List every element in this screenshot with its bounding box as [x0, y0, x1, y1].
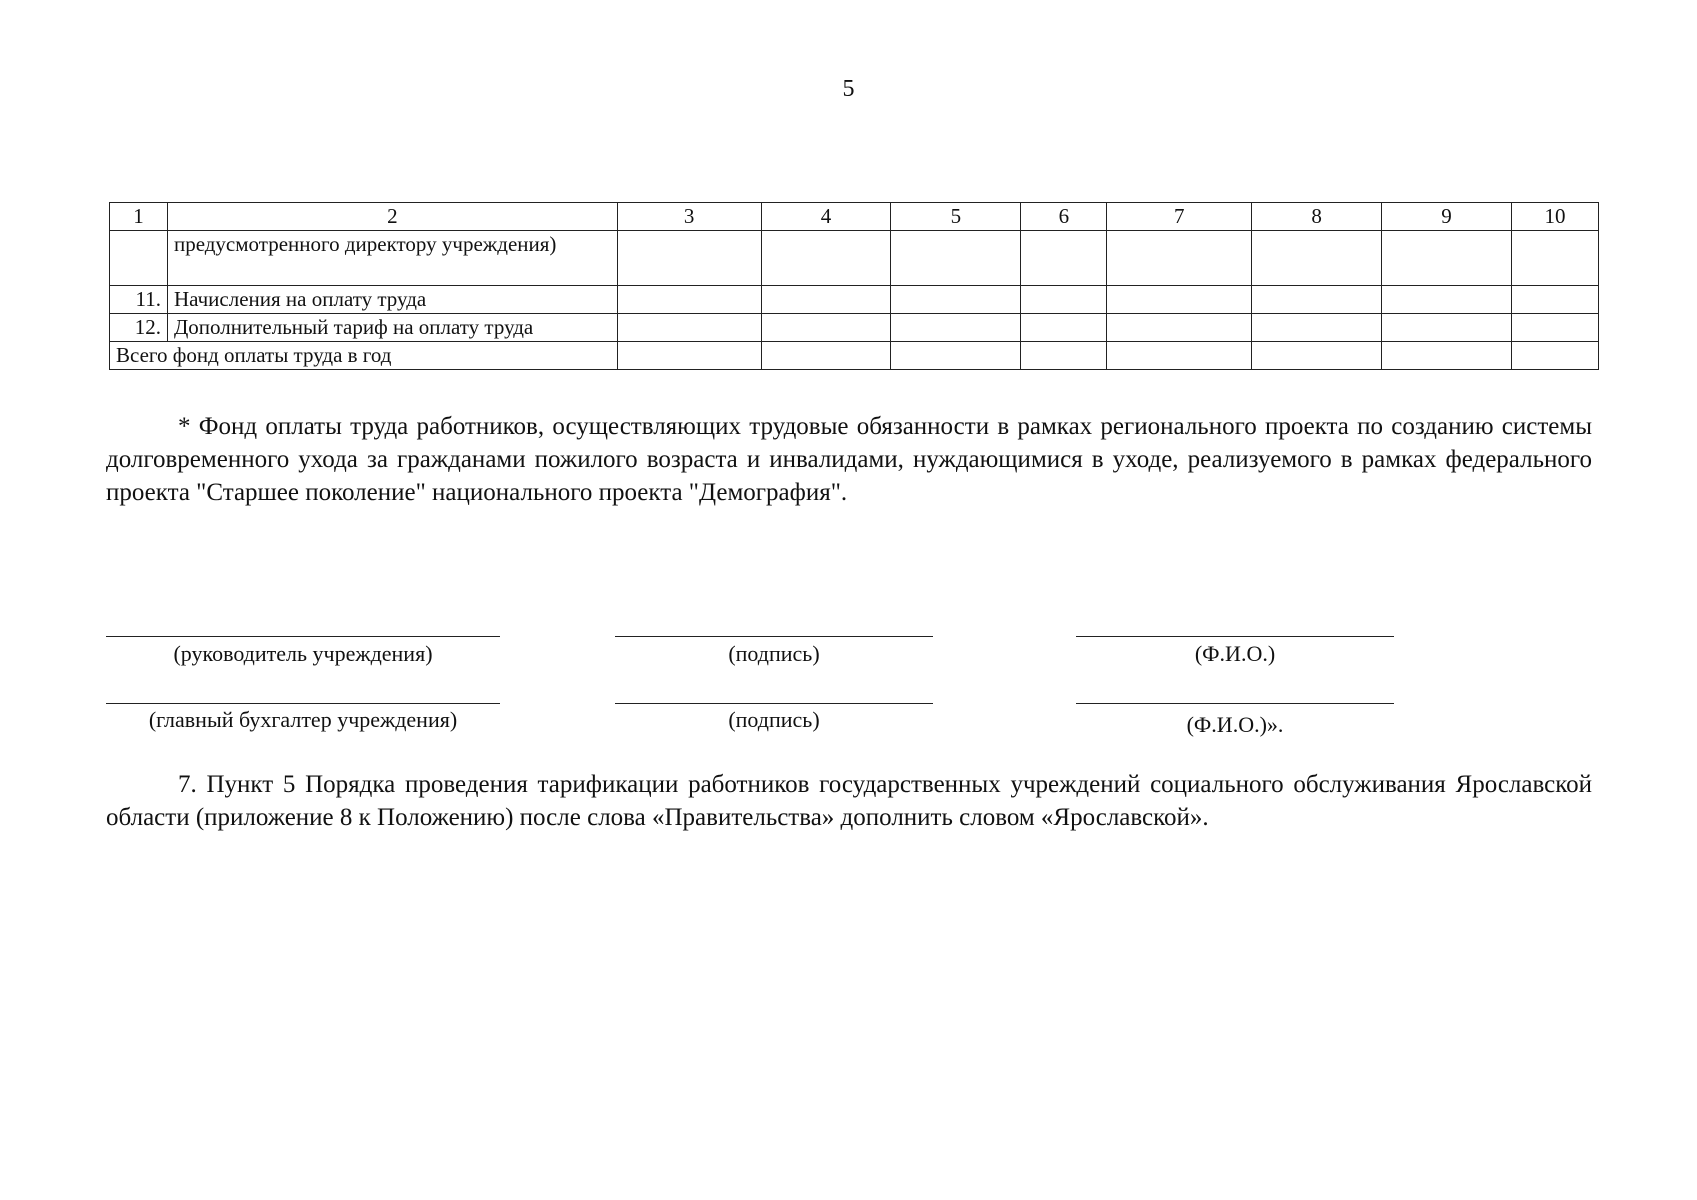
- row-label: предусмотренного директору учреждения): [167, 231, 617, 286]
- row-number: 11.: [110, 286, 168, 314]
- paragraph-7: 7. Пункт 5 Порядка проведения тарификации работников государственных учреждений социального обслуживания Ярославской области (приложение 8 к Положению) после слова «Правительства» дополнить словом «Ярославской».: [106, 771, 1592, 831]
- row-number: [110, 231, 168, 286]
- table-cell: [1511, 314, 1598, 342]
- table-total-row: [110, 342, 1599, 370]
- table-cell: [617, 286, 761, 314]
- signature-line-sign: [615, 636, 933, 637]
- column-header: 8: [1252, 203, 1382, 231]
- table-cell: [617, 231, 761, 286]
- total-label: Всего фонд оплаты труда в год: [110, 342, 618, 370]
- table-cell: [617, 342, 761, 370]
- column-header: 6: [1021, 203, 1107, 231]
- table-cell: [761, 231, 891, 286]
- table-cell: [1511, 231, 1598, 286]
- table-cell: [1511, 286, 1598, 314]
- table-cell: [1021, 342, 1107, 370]
- signature-caption: (подпись): [728, 641, 820, 666]
- accountant-caption: (главный бухгалтер учреждения): [148, 707, 458, 732]
- column-header: 4: [761, 203, 891, 231]
- table-cell: [761, 286, 891, 314]
- table-cell: [1382, 342, 1512, 370]
- signature-line-role: [106, 703, 500, 704]
- column-header: 9: [1382, 203, 1512, 231]
- table-row: [110, 286, 1599, 314]
- footnote: * Фонд оплаты труда работников, осуществляющих трудовые обязанности в рамках регионального проекта по созданию системы долговременного ухода за гражданами пожилого возраста и инвалидами, нуждающимися в уходе, реализуемого в рамках федерального проекта "Старшее поколение" национального проекта "Демография".: [106, 413, 1592, 506]
- table-cell: [891, 342, 1021, 370]
- table-cell: [891, 314, 1021, 342]
- column-header: 1: [110, 203, 168, 231]
- row-label: Дополнительный тариф на оплату труда: [167, 314, 617, 342]
- table-cell: [1021, 286, 1107, 314]
- table-cell: [1511, 342, 1598, 370]
- payroll-table: [109, 202, 1599, 370]
- table-header-row: [110, 203, 1599, 231]
- column-header: 10: [1511, 203, 1598, 231]
- table-cell: [617, 314, 761, 342]
- signature-line-name: [1076, 703, 1394, 704]
- table-cell: [1107, 314, 1252, 342]
- table-cell: [1107, 342, 1252, 370]
- table-cell: [1107, 286, 1252, 314]
- column-header: 2: [167, 203, 617, 231]
- table-cell: [1252, 286, 1382, 314]
- name-caption: (Ф.И.О.): [1194, 641, 1276, 666]
- column-header: 5: [891, 203, 1021, 231]
- table-cell: [891, 231, 1021, 286]
- table-cell: [761, 314, 891, 342]
- page-number: 5: [842, 76, 855, 102]
- row-label: Начисления на оплату труда: [167, 286, 617, 314]
- signature-line-name: [1076, 636, 1394, 637]
- signature-line-role: [106, 636, 500, 637]
- column-header: 3: [617, 203, 761, 231]
- table-row: [110, 314, 1599, 342]
- director-caption: (руководитель учреждения): [173, 641, 433, 666]
- table-cell: [1107, 231, 1252, 286]
- table-cell: [1382, 314, 1512, 342]
- table-cell: [1382, 286, 1512, 314]
- signature-line-sign: [615, 703, 933, 704]
- table-cell: [891, 286, 1021, 314]
- signature-caption: (подпись): [728, 707, 820, 732]
- table-cell: [1252, 342, 1382, 370]
- table-cell: [1252, 231, 1382, 286]
- table-cell: [1252, 314, 1382, 342]
- table-cell: [1021, 314, 1107, 342]
- table-row: [110, 231, 1599, 286]
- table-cell: [761, 342, 891, 370]
- table-cell: [1021, 231, 1107, 286]
- row-number: 12.: [110, 314, 168, 342]
- name-caption: (Ф.И.О.)».: [1186, 712, 1284, 737]
- table-cell: [1382, 231, 1512, 286]
- column-header: 7: [1107, 203, 1252, 231]
